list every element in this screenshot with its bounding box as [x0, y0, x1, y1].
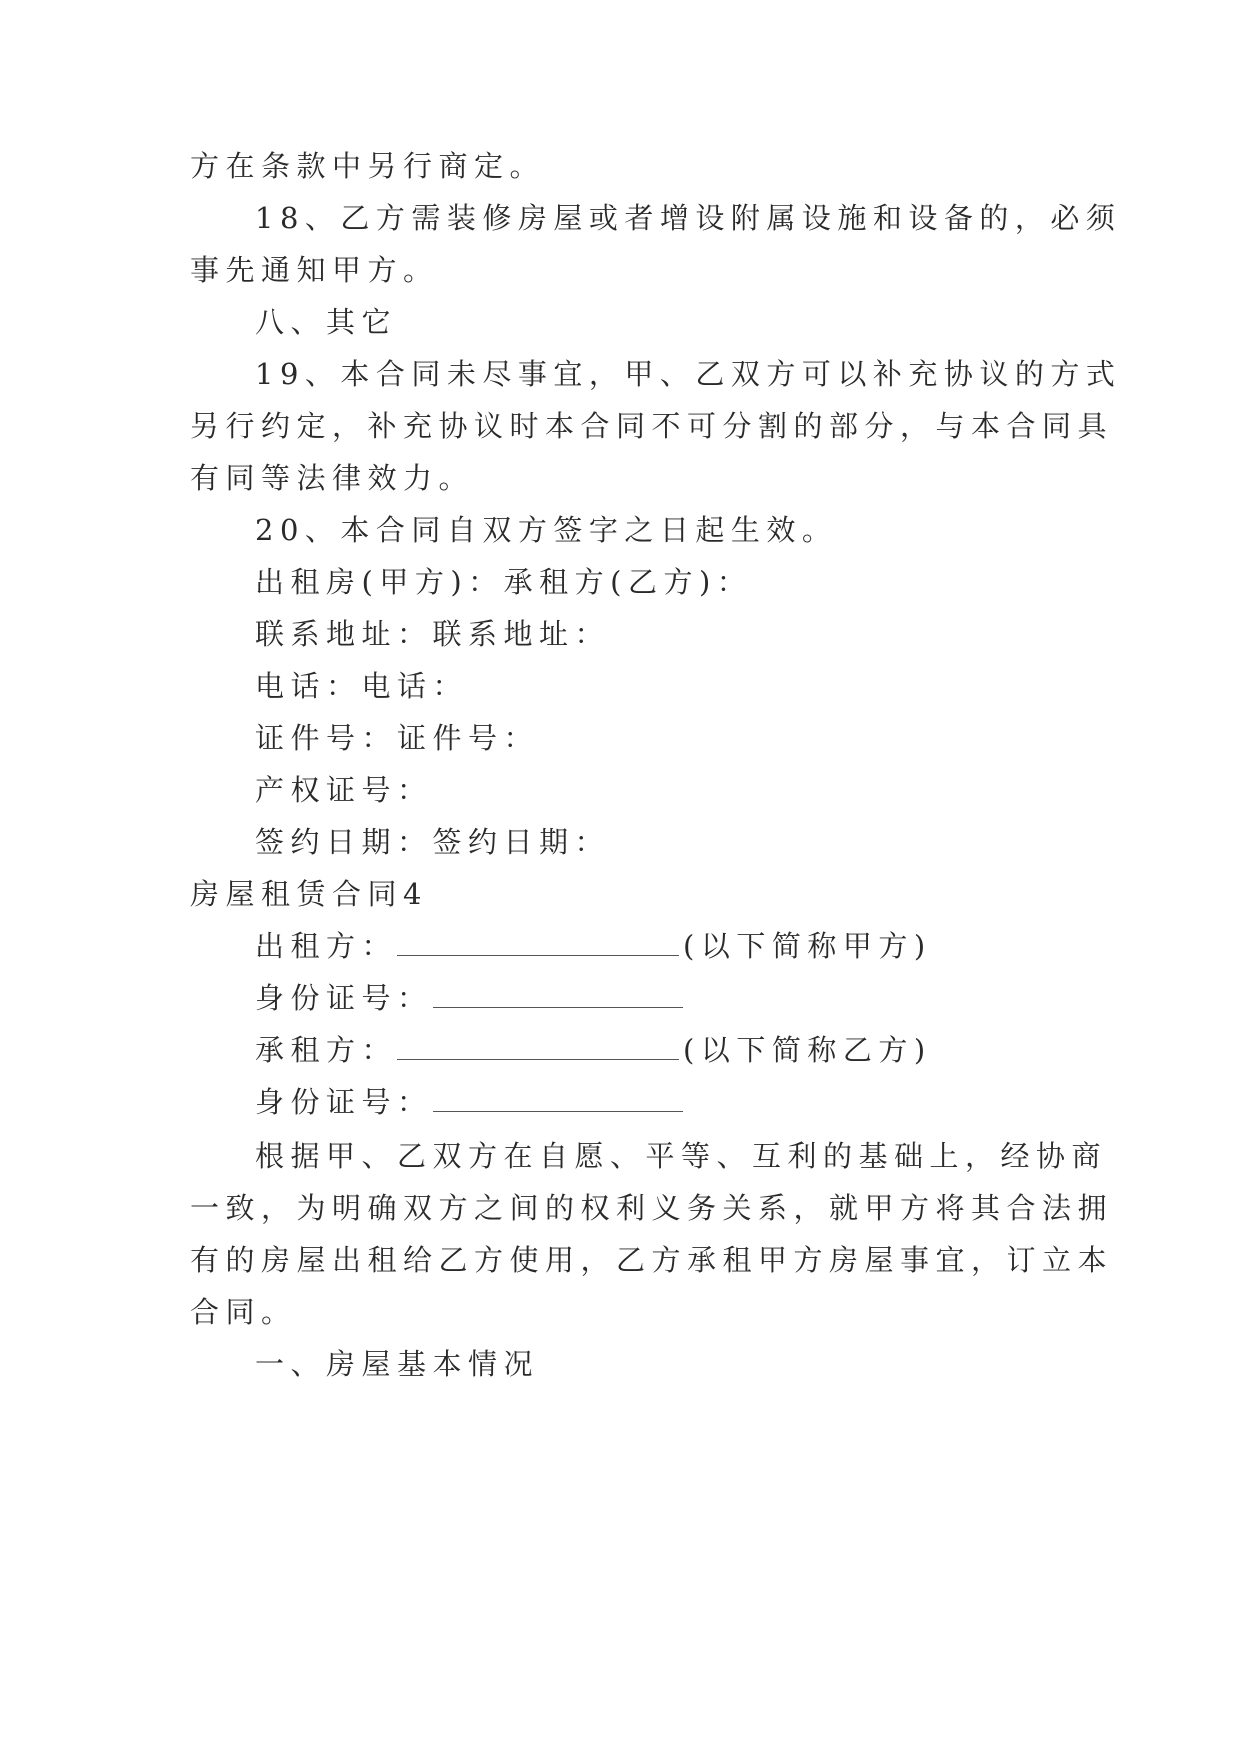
signature-party-line: 出租房(甲方)：承租方(乙方)： [255, 565, 753, 599]
signature-property-line: 产权证号： [255, 773, 433, 807]
section-heading: 一、房屋基本情况 [255, 1347, 540, 1381]
contract-title: 房屋租赁合同4 [190, 877, 428, 911]
lessee-id-blank[interactable] [433, 1085, 683, 1112]
text-line: 18、乙方需装修房屋或者增设附属设施和设备的，必须 [255, 201, 1122, 235]
text-line: 合同。 [190, 1295, 297, 1329]
signature-id-line: 证件号：证件号： [255, 721, 540, 755]
text-line: 有同等法律效力。 [190, 461, 475, 495]
lessee-suffix: (以下简称乙方) [683, 1033, 932, 1067]
text-line: 20、本合同自双方签字之日起生效。 [255, 513, 838, 547]
text-line: 有的房屋出租给乙方使用，乙方承租甲方房屋事宜，订立本 [190, 1243, 1114, 1277]
text-line: 19、本合同未尽事宜，甲、乙双方可以补充协议的方式 [255, 357, 1122, 391]
signature-date-line: 签约日期：签约日期： [255, 825, 611, 859]
lessor-id-field [255, 978, 687, 1018]
lessee-field [255, 1030, 932, 1070]
lessor-id-label: 身份证号： [255, 981, 433, 1015]
lessor-suffix: (以下简称甲方) [683, 929, 932, 963]
text-line: 另行约定，补充协议时本合同不可分割的部分，与本合同具 [190, 409, 1114, 443]
signature-phone-line: 电话：电话： [255, 669, 469, 703]
lessor-label: 出租方： [255, 929, 398, 963]
lessee-blank[interactable] [397, 1033, 679, 1060]
lessor-id-blank[interactable] [433, 981, 683, 1008]
lessee-label: 承租方： [255, 1033, 398, 1067]
section-heading: 八、其它 [255, 305, 398, 339]
text-line: 一致，为明确双方之间的权利义务关系，就甲方将其合法拥 [190, 1191, 1114, 1225]
lessor-blank[interactable] [397, 929, 679, 956]
lessee-id-field [255, 1082, 687, 1122]
text-line: 事先通知甲方。 [190, 253, 439, 287]
text-line: 根据甲、乙双方在自愿、平等、互利的基础上，经协商 [255, 1139, 1108, 1173]
signature-address-line: 联系地址：联系地址： [255, 617, 611, 651]
lessor-field [255, 926, 932, 966]
text-line: 方在条款中另行商定。 [190, 149, 546, 183]
lessee-id-label: 身份证号： [255, 1085, 433, 1119]
